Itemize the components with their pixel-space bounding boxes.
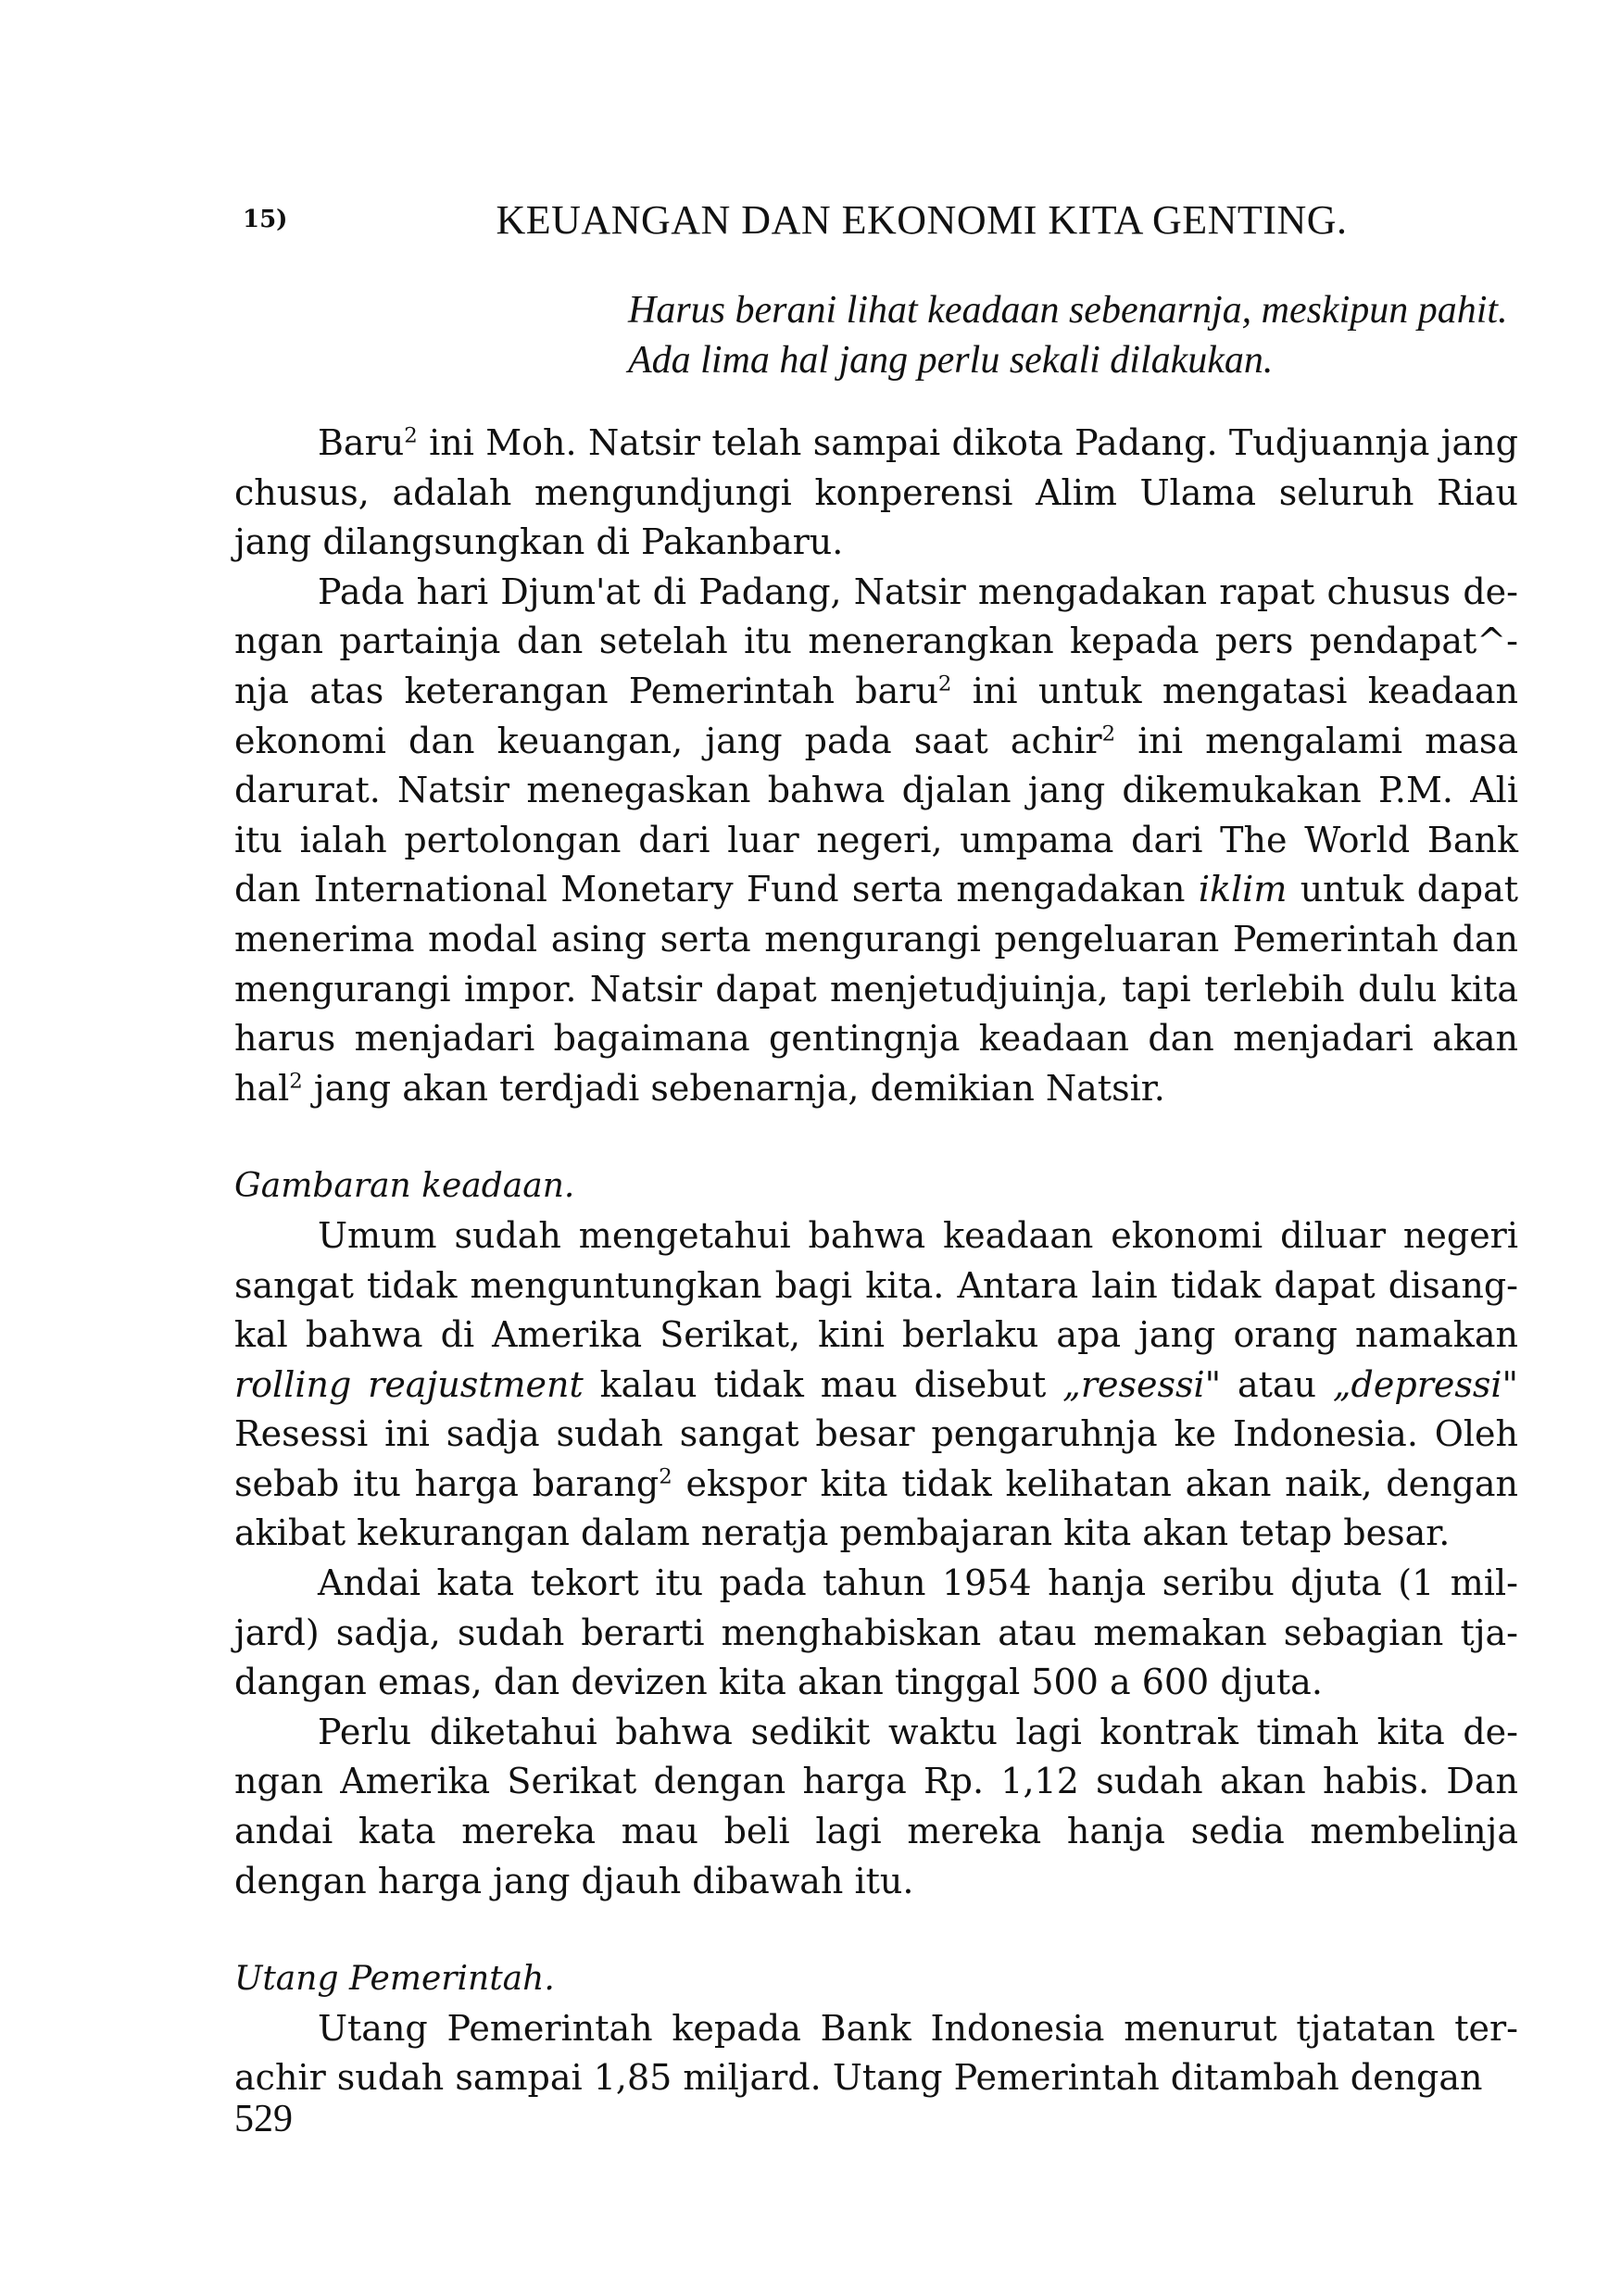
chapter-header <box>236 196 1514 252</box>
paragraph-5: Perlu diketahui bahwa sedikit waktu lagi kontrak timah kita dengan Amerika Serikat dengan harga Rp. 1,12 sudah akan habis. Dan andai kata mereka mau beli lagi mereka hanja sedia membelinja dengan harga jang djauh dibawah itu. <box>234 1711 1518 1901</box>
section-heading-utang: Utang Pemerintah. <box>234 1960 555 1999</box>
body-text <box>234 419 1518 2103</box>
subtitle-line-1: Harus berani lihat keadaan sebenarnja, meskipun pahit. <box>628 289 1508 332</box>
paragraph-6: Utang Pemerintah kepada Bank Indonesia menurut tjatatan terachir sudah sampai 1,85 miljard. Utang Pemerintah ditambah dengan <box>234 2007 1518 2099</box>
section-heading-gambaran: Gambaran keadaan. <box>234 1167 575 1206</box>
chapter-number: 15) <box>243 206 288 233</box>
subtitle-line-2: Ada lima hal jang perlu sekali dilakukan. <box>628 339 1274 382</box>
page-number: 529 <box>234 2098 293 2140</box>
paragraph-3: Umum sudah mengetahui bahwa keadaan ekonomi diluar negeri sangat tidak menguntungkan bagi kita. Antara lain tidak dapat disangkal bahwa di Amerika Serikat, kini berlaku apa jang orang namakan rolling reajustment kalau tidak mau disebut „resessi" atau „depressi" Resessi ini sadja sudah sangat besar pengaruhnja ke Indonesia. Oleh sebab itu harga barang$^2$ ekspor kita tidak kelihatan akan naik, dengan akibat kekurangan dalam neratja pembajaran kita akan tetap besar. <box>234 1214 1518 1554</box>
chapter-title: KEUANGAN DAN EKONOMI KITA GENTING. <box>496 197 1348 243</box>
paragraph-4: Andai kata tekort itu pada tahun 1954 hanja seribu djuta (1 miljard) sadja, sudah berarti menghabiskan atau memakan sebagian tjadangan emas, dan devizen kita akan tinggal 500 a 600 djuta. <box>234 1562 1518 1703</box>
paragraph-2: Pada hari Djum'at di Padang, Natsir mengadakan rapat chusus dengan partainja dan setelah itu menerangkan kepada pers pendapat^-nja atas keterangan Pemerintah baru$^2$ ini untuk mengatasi keadaan ekonomi dan keuangan, jang pada saat achir$^2$ ini mengalami masa darurat. Natsir menegaskan bahwa djalan jang dikemukakan P.M. Ali itu ialah pertolongan dari luar negeri, umpama dari The World Bank dan International Monetary Fund serta mengadakan iklim untuk dapat menerima modal asing serta mengurangi pengeluaran Pemerintah dan mengurangi impor. Natsir dapat menjetudjuinja, tapi terlebih dulu kita harus menjadari bagaimana gentingnja keadaan dan menjadari akan hal$^2$ jang akan terdjadi sebenarnja, demikian Natsir. <box>234 571 1519 1109</box>
chapter-subtitle <box>628 285 1517 385</box>
paragraph-1: Baru$^2$ ini Moh. Natsir telah sampai dikota Padang. Tudjuannja jang chusus, adalah mengundjungi konperensi Alim Ulama seluruh Riau jang dilangsungkan di Pakanbaru. <box>234 422 1518 563</box>
